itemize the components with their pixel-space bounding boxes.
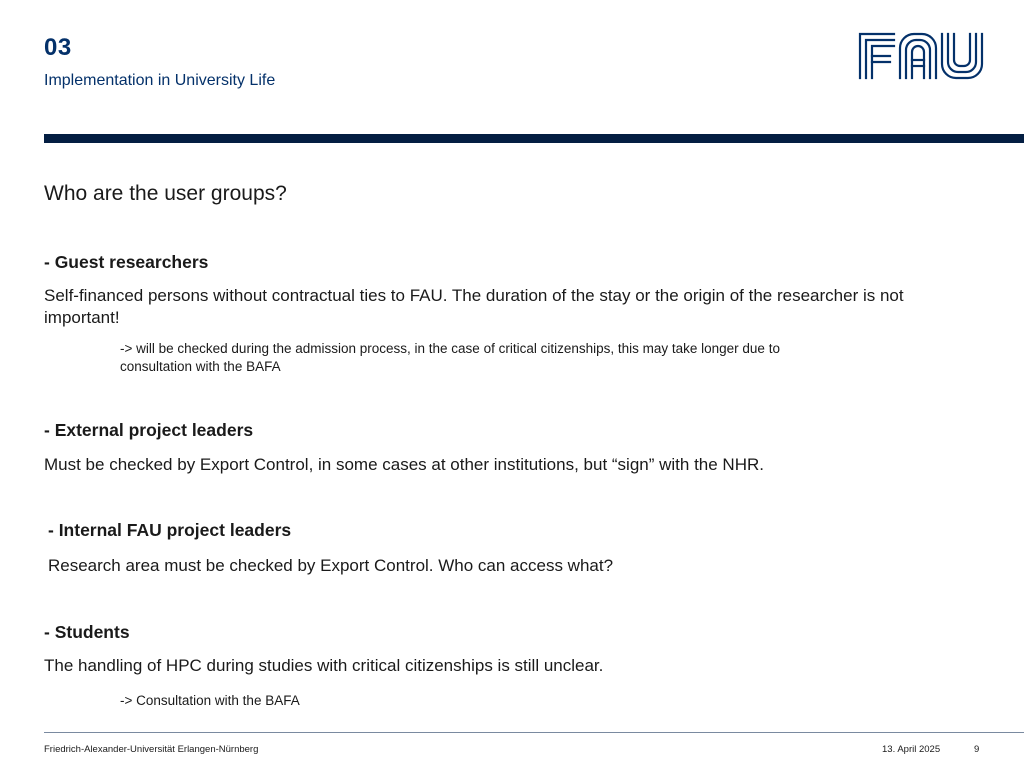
group-heading-internal-fau-project-leaders: - Internal FAU project leaders [48, 520, 292, 540]
page-number: 9 [974, 744, 980, 755]
header-bar [44, 134, 1024, 143]
group-text-external-project-leaders: Must be checked by Export Control, in some cases at other institutions, but “sign” with the NHR. [44, 455, 764, 474]
group-note-students: -> Consultation with the BAFA [120, 693, 300, 708]
group-text-guest-researchers: Self-financed persons without contractual ties to FAU. The duration of the stay or the origin of the researcher is not important! [44, 286, 904, 327]
footer-divider [44, 732, 1024, 733]
group-text-students: The handling of HPC during studies with critical citizenships is still unclear. [44, 656, 604, 675]
footer-institution: Friedrich-Alexander-Universität Erlangen-Nürnberg [44, 744, 259, 755]
footer-date: 13. April 2025 [882, 744, 941, 755]
group-note-guest-researchers: -> will be checked during the admission process, in the case of critical citizenships, this may take longer due to consultation with the BAFA [120, 341, 780, 374]
section-title: Implementation in University Life [44, 72, 276, 89]
group-heading-students: - Students [44, 622, 130, 642]
group-text-internal-fau-project-leaders: Research area must be checked by Export Control. Who can access what? [48, 556, 614, 575]
group-heading-external-project-leaders: - External project leaders [44, 420, 254, 440]
section-number: 03 [44, 34, 72, 61]
slide-question: Who are the user groups? [44, 182, 287, 205]
fau-logo [858, 32, 984, 80]
group-heading-guest-researchers: - Guest researchers [44, 252, 209, 272]
